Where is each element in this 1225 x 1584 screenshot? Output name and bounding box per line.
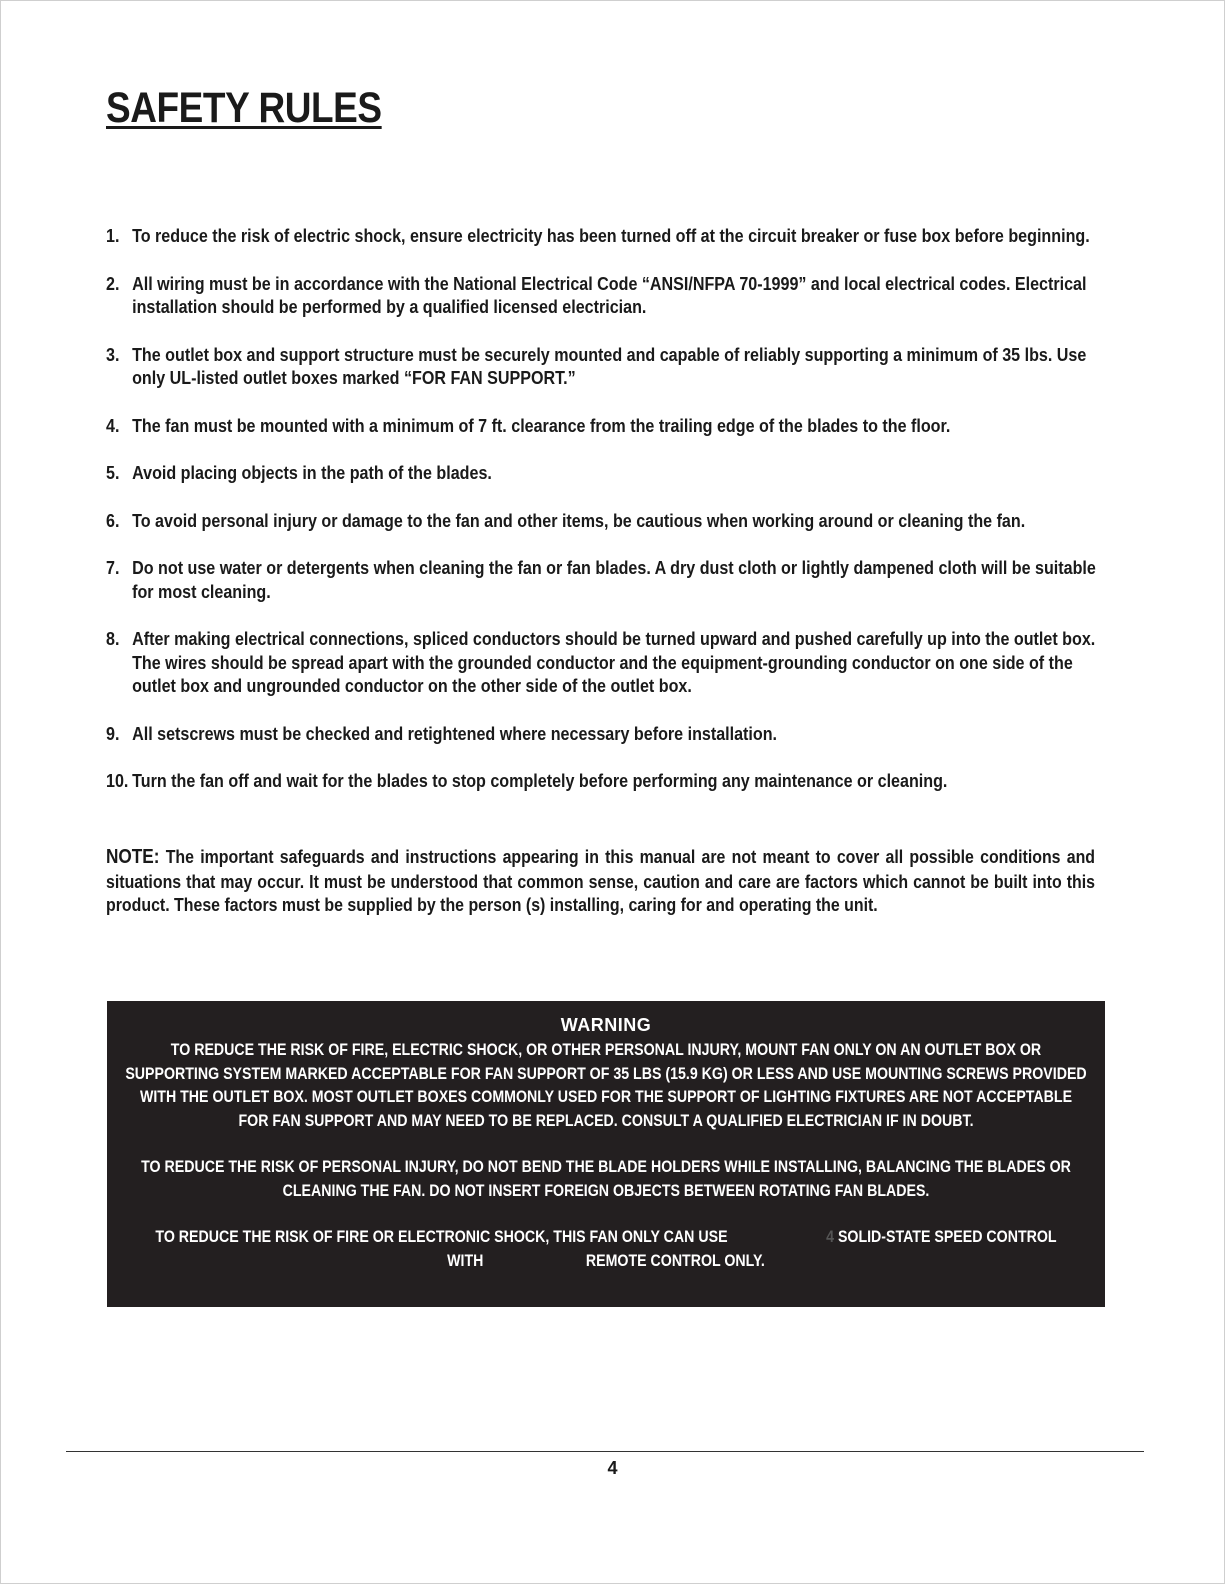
rule-number: 8. — [106, 628, 120, 649]
warning-paragraph-speed-control — [124, 1226, 1087, 1273]
rule-text: Avoid placing objects in the path of the blades. — [132, 462, 492, 483]
rule-text: To avoid personal injury or damage to the fan and other items, be cautious when working around or cleaning the fan. — [132, 509, 1026, 531]
warning-title: WARNING — [560, 1015, 652, 1035]
rule-number: 7. — [106, 557, 120, 578]
warning-speed-control-text: TO REDUCE THE RISK OF FIRE OR ELECTRONIC SHOCK, THIS FAN ONLY CAN USE — [155, 1228, 728, 1246]
rule-number: 2. — [106, 272, 120, 294]
rule-number: 1. — [106, 225, 120, 246]
page-title: SAFETY RULES — [106, 84, 382, 132]
warning-remote-control-text: REMOTE CONTROL ONLY. — [585, 1251, 765, 1270]
warning-speed-control-label: SOLID-STATE SPEED CONTROL — [837, 1228, 1057, 1246]
warning-model-digit: 4 — [826, 1228, 834, 1246]
rule-text: The fan must be mounted with a minimum of 7 ft. clearance from the trailing edge of the blades to the floor. — [132, 414, 951, 436]
rule-item — [106, 627, 1107, 698]
warning-paragraph-mounting: TO REDUCE THE RISK OF FIRE, ELECTRIC SHOCK, OR OTHER PERSONAL INJURY, MOUNT FAN ONLY ON AN OUTLET BOX OR SUPPORTING SYSTEM MARKED ACCEPTABLE FOR FAN SUPPORT OF 35 LBS (15.9 KG) OR LESS AND USE MOUNTING SCREWS PROVIDED WITH THE OUTLET BOX. MOST OUTLET BOXES COMMONLY USED FOR THE SUPPORT OF LIGHTING FIXTURES ARE NOT ACCEPTABLE FOR FAN SUPPORT AND MAY NEED TO BE REPLACED. CONSULT A QUALIFIED ELECTRICIAN IF IN DOUBT. — [125, 1041, 1087, 1130]
rule-text: After making electrical connections, spliced conductors should be turned upward and pushed carefully up into the outlet box. The wires should be spread apart with the grounded conductor and the equipment-grounding conductor on one side of the outlet box and ungrounded conductor on the other side of the outlet box. — [132, 628, 1096, 696]
rule-number: 5. — [106, 462, 120, 483]
rule-item — [106, 769, 1107, 793]
rule-item — [106, 556, 1107, 603]
note-text: The important safeguards and instructions appearing in this manual are not meant to cover all possible conditions and situations that may occur. It must be understood that common sense, caution and care are factors which cannot be built into this product. These factors must be supplied by the person (s) installing, caring for and operating the unit. — [106, 846, 1096, 915]
rule-text: All setscrews must be checked and retightened where necessary before installation. — [132, 722, 778, 744]
rule-item — [106, 461, 1107, 485]
note-label: NOTE: — [106, 846, 160, 868]
rule-text: To reduce the risk of electric shock, ensure electricity has been turned off at the circuit breaker or fuse box before beginning. — [132, 225, 1090, 246]
note-paragraph — [106, 845, 1095, 917]
rule-item — [106, 343, 1107, 390]
rule-text: The outlet box and support structure must be securely mounted and capable of reliably supporting a minimum of 35 lbs. Use only UL-listed outlet boxes marked “FOR FAN SUPPORT.” — [132, 343, 1087, 388]
rule-item — [106, 414, 1107, 438]
rule-text: All wiring must be in accordance with the National Electrical Code “ANSI/NFPA 70-1999” and local electrical codes. Electrical installation should be performed by a qualified licensed electrician. — [132, 272, 1087, 317]
warning-paragraph-blades: TO REDUCE THE RISK OF PERSONAL INJURY, DO NOT BEND THE BLADE HOLDERS WHILE INSTALLING, BALANCING THE BLADES OR CLEANING THE FAN. DO NOT INSERT FOREIGN OBJECTS BETWEEN ROTATING FAN BLADES. — [141, 1158, 1071, 1200]
warning-with-label: WITH — [447, 1251, 484, 1270]
rule-text: Turn the fan off and wait for the blades to stop completely before performing any maintenance or cleaning. — [132, 770, 948, 791]
rule-item — [106, 509, 1107, 533]
safety-rules-list — [106, 224, 1106, 817]
page-number: 4 — [607, 1458, 618, 1478]
rule-number: 6. — [106, 509, 120, 531]
rule-item — [106, 272, 1107, 319]
rule-item — [106, 224, 1107, 248]
rule-item — [106, 722, 1107, 746]
footer-divider — [66, 1451, 1144, 1452]
rule-number: 10. — [106, 770, 129, 791]
warning-box — [107, 1001, 1105, 1307]
rule-text: Do not use water or detergents when cleaning the fan or fan blades. A dry dust cloth or lightly dampened cloth will be suitable for most cleaning. — [132, 557, 1096, 602]
rule-number: 9. — [106, 722, 120, 744]
rule-number: 3. — [106, 343, 120, 365]
rule-number: 4. — [106, 414, 120, 436]
